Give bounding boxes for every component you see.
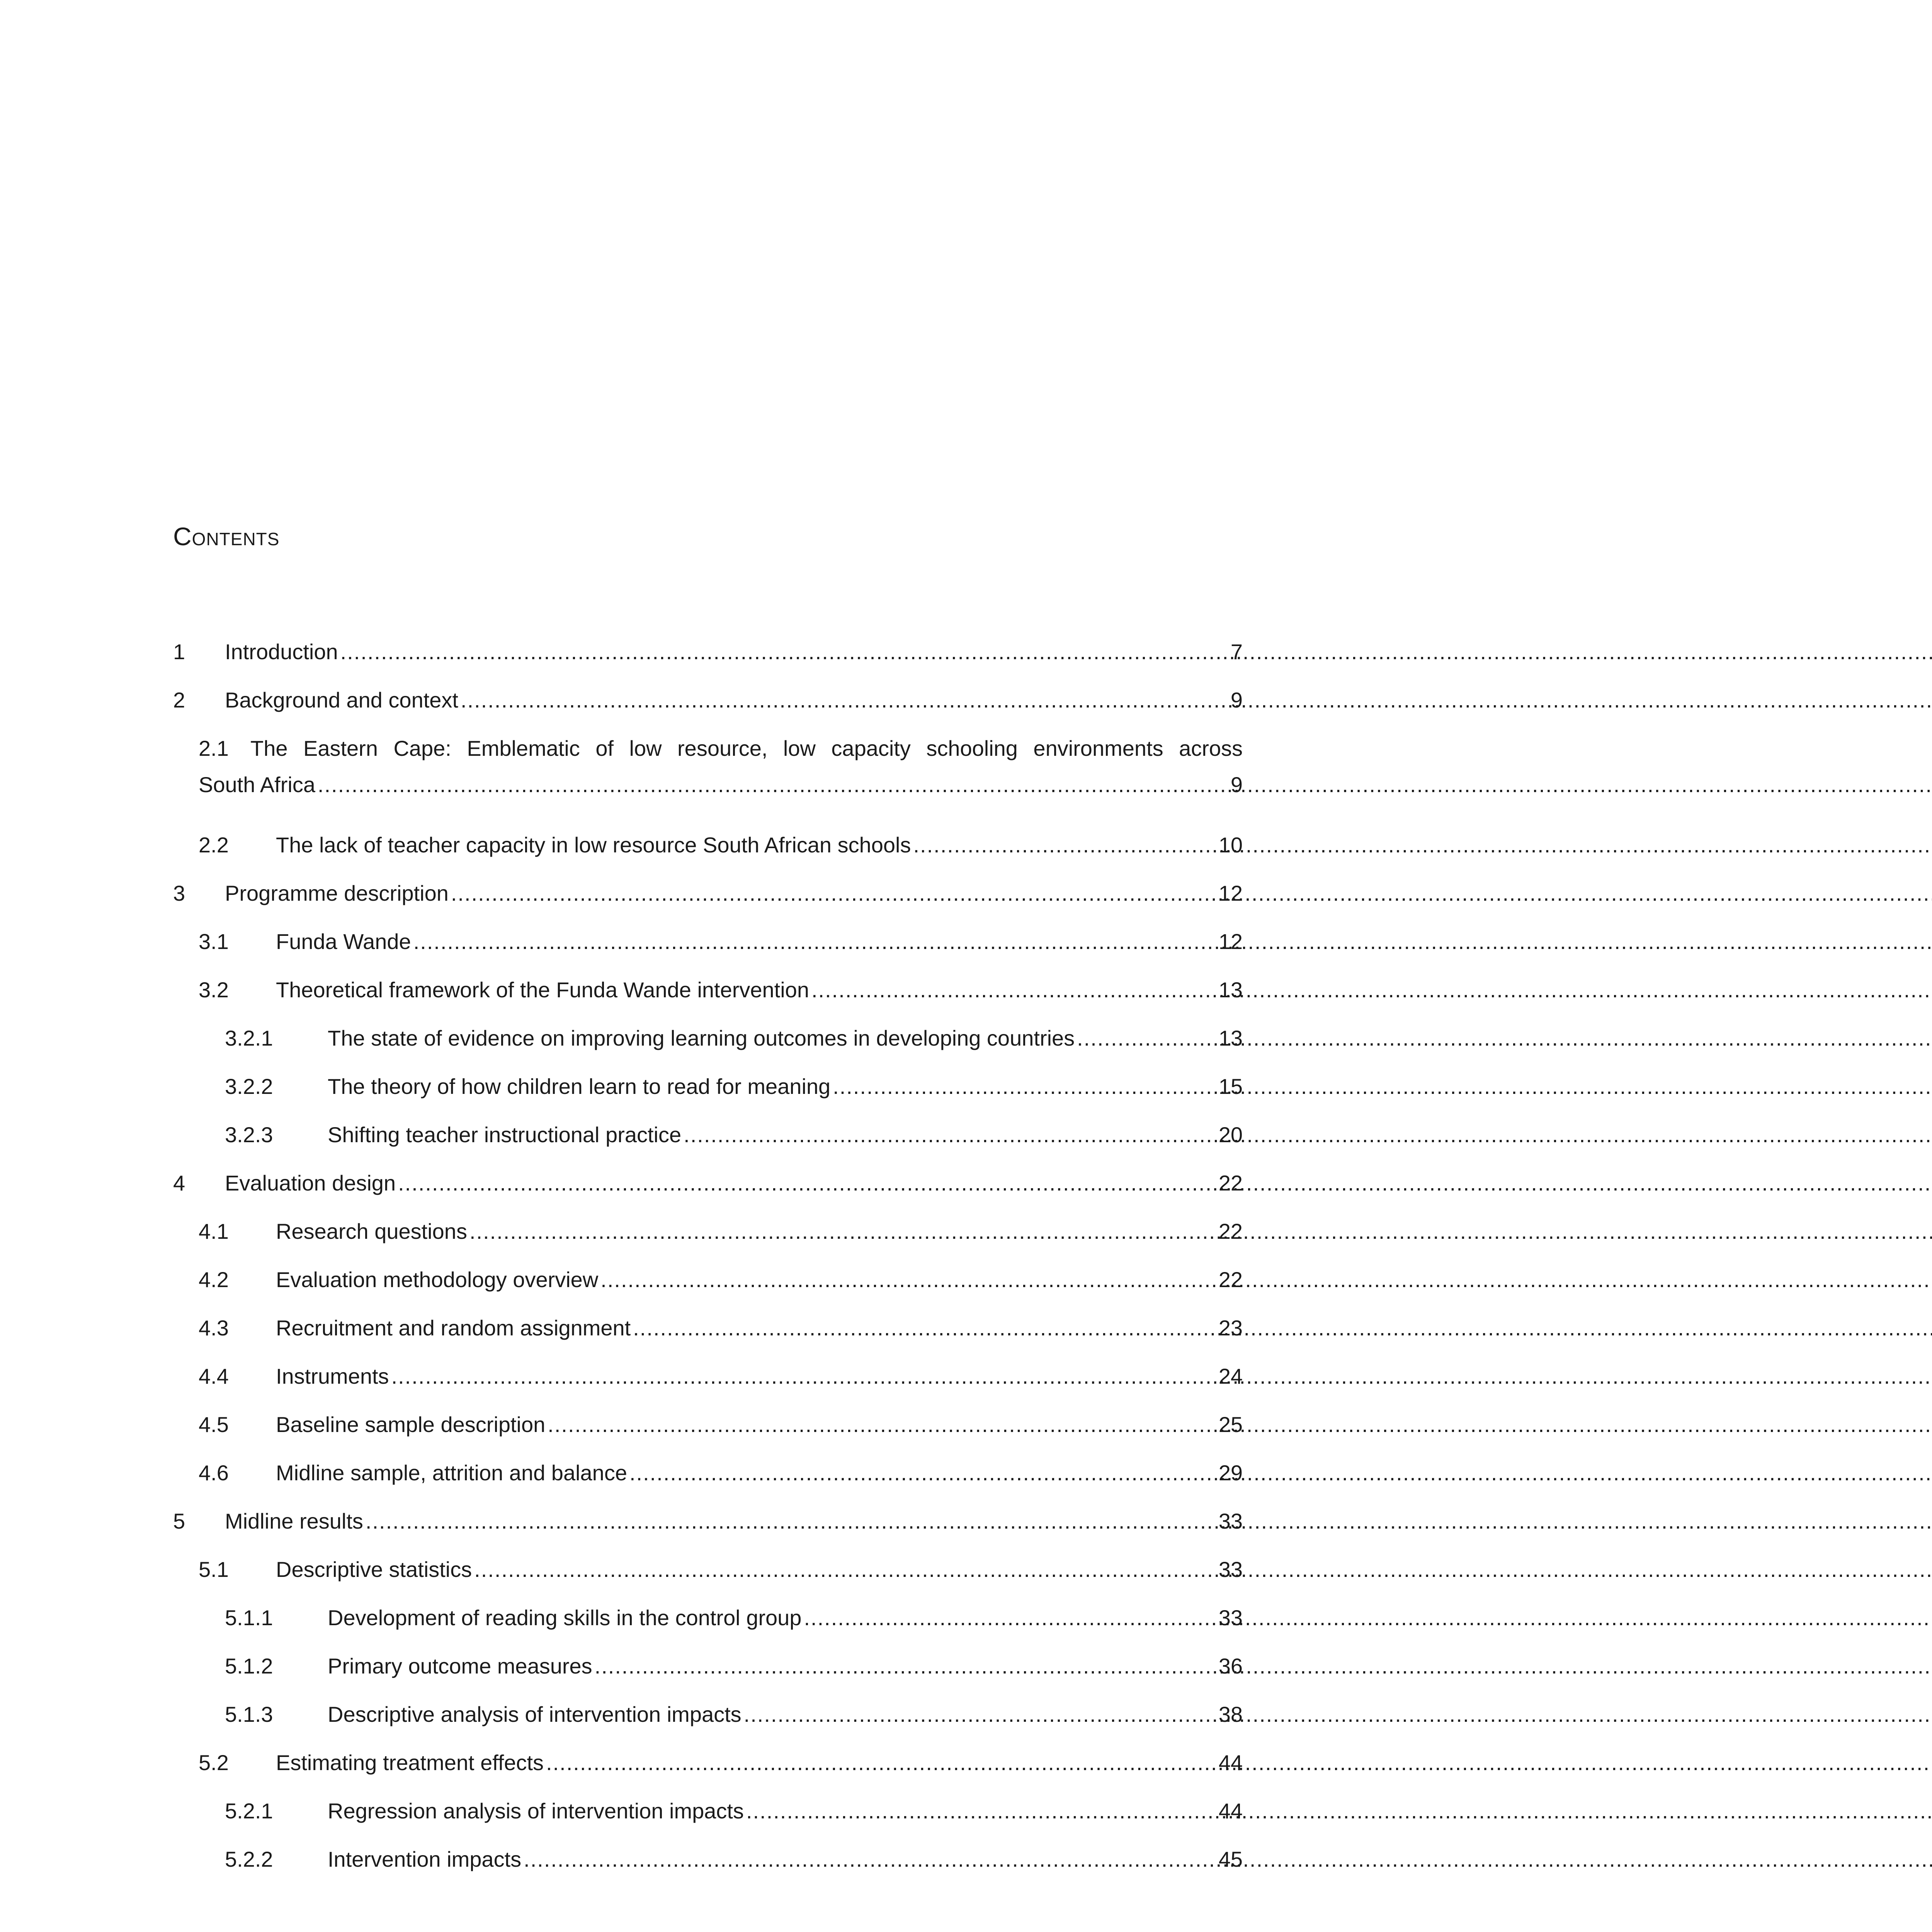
toc-entry[interactable] <box>173 923 1243 960</box>
toc-entry-number: 2.2 <box>199 833 229 857</box>
toc-entry[interactable] <box>173 1117 1243 1153</box>
toc-entry-page: 15 <box>1218 1074 1243 1099</box>
toc-entry-number: 3.1 <box>199 929 229 954</box>
toc-entry-title: The state of evidence on improving learning outcomes in developing countries <box>328 1026 1075 1050</box>
toc-entry[interactable] <box>173 1551 1243 1588</box>
toc-entry[interactable] <box>173 1841 1243 1878</box>
toc-entry-number: 4.6 <box>199 1461 229 1485</box>
toc-entry-page: 7 <box>1230 639 1243 664</box>
toc-entry-title: Midline results <box>225 1509 363 1533</box>
toc-entry-title: Development of reading skills in the control group <box>328 1605 802 1630</box>
toc-entry-title: Programme description <box>225 881 449 905</box>
toc-dot-leader <box>804 1600 1216 1636</box>
toc-entry-page: 38 <box>1218 1702 1243 1726</box>
toc-entry-title: Baseline sample description <box>276 1412 546 1437</box>
toc-entry[interactable] <box>173 1020 1243 1056</box>
toc-entry-page: 22 <box>1218 1219 1243 1243</box>
toc-entry-page: 9 <box>1230 772 1243 797</box>
toc-entry[interactable] <box>173 634 1243 670</box>
contents-heading: Contents <box>173 522 280 551</box>
toc-entry-title: Descriptive statistics <box>276 1557 472 1582</box>
toc-dot-leader <box>600 1262 1216 1298</box>
toc-entry[interactable] <box>173 1600 1243 1636</box>
toc-dot-leader <box>391 1358 1216 1395</box>
toc-entry-number: 5.2.2 <box>225 1847 273 1871</box>
toc-entry-title: Research questions <box>276 1219 467 1243</box>
toc-entry-number: 5.2 <box>199 1750 229 1775</box>
toc-entry-page: 12 <box>1218 929 1243 954</box>
toc-entry[interactable] <box>173 1310 1243 1346</box>
toc-entry-title: Intervention impacts <box>328 1847 522 1871</box>
toc-entry-title: Midline sample, attrition and balance <box>276 1461 627 1485</box>
toc-entry-page: 29 <box>1218 1461 1243 1485</box>
toc-entry-number: 5 <box>173 1509 185 1533</box>
toc-dot-leader <box>744 1696 1216 1733</box>
toc-entry-number: 4.3 <box>199 1316 229 1340</box>
toc-entry-title: The lack of teacher capacity in low resource South African schools <box>276 833 911 857</box>
toc-entry[interactable] <box>173 1648 1243 1684</box>
toc-entry[interactable] <box>173 682 1243 718</box>
toc-entry-number: 4.4 <box>199 1364 229 1388</box>
toc-entry-number: 4.5 <box>199 1412 229 1437</box>
toc-entry-number: 5.1 <box>199 1557 229 1582</box>
toc-entry-page: 13 <box>1218 978 1243 1002</box>
toc-dot-leader <box>451 875 1216 912</box>
toc-entry-title: Theoretical framework of the Funda Wande intervention <box>276 978 809 1002</box>
toc-entry-number: 3 <box>173 881 185 905</box>
toc-entry-page: 12 <box>1218 881 1243 905</box>
toc-entry-number: 4.2 <box>199 1267 229 1292</box>
toc-dot-leader <box>366 1503 1216 1539</box>
toc-entry-number: 5.1.3 <box>225 1702 273 1726</box>
toc-entry-page: 10 <box>1218 833 1243 857</box>
toc-entry-page: 9 <box>1230 688 1243 712</box>
toc-entry-title: The theory of how children learn to read for meaning <box>328 1074 831 1099</box>
toc-entry[interactable] <box>173 1358 1243 1395</box>
toc-dot-leader <box>746 1793 1216 1829</box>
toc-entry-page: 23 <box>1218 1316 1243 1340</box>
toc-entry-page: 24 <box>1218 1364 1243 1388</box>
toc-entry-page: 36 <box>1218 1654 1243 1678</box>
toc-entry-page: 20 <box>1218 1122 1243 1147</box>
toc-dot-leader <box>913 827 1216 863</box>
toc-entry-number: 3.2.3 <box>225 1122 273 1147</box>
toc-entry-number: 4 <box>173 1171 185 1195</box>
toc-entry-title: Regression analysis of intervention impacts <box>328 1799 744 1823</box>
toc-dot-leader <box>595 1648 1216 1684</box>
toc-entry[interactable] <box>173 1406 1243 1443</box>
toc-entry-number: 3.2.1 <box>225 1026 273 1050</box>
toc-entry[interactable] <box>173 730 1243 803</box>
toc-entry-title: Evaluation methodology overview <box>276 1267 599 1292</box>
toc-entry-number: 4.1 <box>199 1219 229 1243</box>
toc-entry[interactable] <box>173 1793 1243 1829</box>
toc-entry-number: 1 <box>173 639 185 664</box>
toc-entry-page: 44 <box>1218 1750 1243 1775</box>
toc-dot-leader <box>340 634 1228 670</box>
toc-entry-number: 5.2.1 <box>225 1799 273 1823</box>
toc-dot-leader <box>1077 1020 1216 1056</box>
toc-entry-page: 13 <box>1218 1026 1243 1050</box>
toc-dot-leader <box>684 1117 1216 1153</box>
toc-entry-number: 3.2.2 <box>225 1074 273 1099</box>
toc-entry[interactable] <box>173 972 1243 1008</box>
toc-entry[interactable] <box>173 1745 1243 1781</box>
toc-entry-number: 3.2 <box>199 978 229 1002</box>
toc-entry[interactable] <box>173 827 1243 863</box>
toc-entry-title: Background and context <box>225 688 458 712</box>
toc-entry-page: 33 <box>1218 1605 1243 1630</box>
toc-dot-leader <box>546 1745 1216 1781</box>
toc-dot-leader <box>524 1841 1216 1878</box>
toc-entry[interactable] <box>173 1262 1243 1298</box>
toc-entry-title: Introduction <box>225 639 338 664</box>
toc-dot-leader <box>413 923 1216 960</box>
toc-entry-title: Estimating treatment effects <box>276 1750 544 1775</box>
toc-entry-number: 5.1.2 <box>225 1654 273 1678</box>
toc-dot-leader <box>461 682 1228 718</box>
toc-entry-number: 2 <box>173 688 185 712</box>
toc-entry[interactable] <box>173 875 1243 912</box>
toc-entry-title: Shifting teacher instructional practice <box>328 1122 682 1147</box>
toc-entry-page: 44 <box>1218 1799 1243 1823</box>
toc-entry[interactable] <box>173 1068 1243 1105</box>
toc-entry-page: 22 <box>1218 1171 1243 1195</box>
toc-entry-page: 45 <box>1218 1847 1243 1871</box>
toc-entry-title: Instruments <box>276 1364 389 1388</box>
toc-dot-leader <box>629 1455 1216 1491</box>
toc-entry-title: Descriptive analysis of intervention impacts <box>328 1702 742 1726</box>
toc-entry-title: Evaluation design <box>225 1171 396 1195</box>
toc-entry-page: 22 <box>1218 1267 1243 1292</box>
toc-entry[interactable] <box>173 1213 1243 1250</box>
toc-entry-page: 33 <box>1218 1557 1243 1582</box>
toc-entry-page: 25 <box>1218 1412 1243 1437</box>
toc-entry-title-continued: South Africa <box>199 772 315 797</box>
toc-entry-title: Funda Wande <box>276 929 411 954</box>
toc-entry-title: Primary outcome measures <box>328 1654 592 1678</box>
toc-entry-title: The Eastern Cape: Emblematic of low resource, low capacity schooling environments across <box>250 736 1243 760</box>
toc-entry-number: 2.1 <box>199 736 229 760</box>
toc-dot-leader <box>398 1165 1216 1201</box>
toc-entry-page: 33 <box>1218 1509 1243 1533</box>
toc-entry-title: Recruitment and random assignment <box>276 1316 631 1340</box>
toc-dot-leader <box>318 767 1228 803</box>
toc-dot-leader <box>548 1406 1216 1443</box>
toc-entry[interactable] <box>173 1503 1243 1539</box>
toc-entry[interactable] <box>173 1455 1243 1491</box>
toc-dot-leader <box>633 1310 1216 1346</box>
toc-dot-leader <box>833 1068 1216 1105</box>
toc-entry-number: 5.1.1 <box>225 1605 273 1630</box>
toc-dot-leader <box>469 1213 1216 1250</box>
toc-entry[interactable] <box>173 1165 1243 1201</box>
toc-dot-leader <box>811 972 1216 1008</box>
toc-dot-leader <box>474 1551 1216 1588</box>
toc-entry[interactable] <box>173 1696 1243 1733</box>
